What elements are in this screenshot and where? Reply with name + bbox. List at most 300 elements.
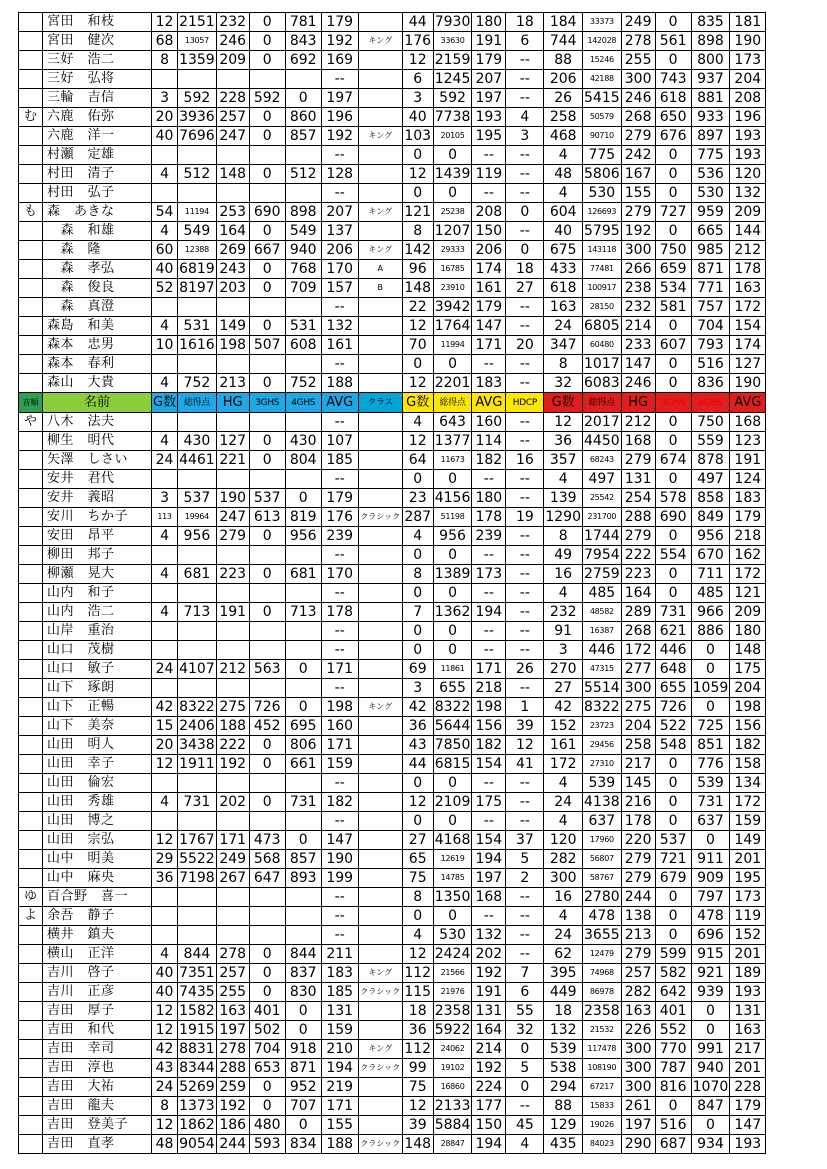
value-cell: 44 [402,755,433,774]
value-cell: 2151 [179,14,215,30]
table-row [19,736,766,755]
class-cell: キング [358,203,402,222]
value-cell: 40 [152,127,178,146]
value-cell [285,70,321,89]
value-cell: 713 [285,603,321,622]
value-cell: 0 [655,755,691,774]
column-header: G数 [402,393,433,413]
value-cell: 357 [544,451,583,470]
value-cell: 0 [249,983,285,1002]
value-cell: 4 [402,413,433,432]
value-cell: 160 [321,717,358,736]
initial-cell [19,1135,43,1154]
value-cell: 871 [691,260,730,279]
player-name-cell: 吉川 啓子 [43,964,152,983]
bowling-score-table [18,12,766,1154]
table-row [19,413,766,432]
value-cell: 27310 [583,755,622,774]
initial-cell [19,641,43,660]
value-cell [152,355,178,374]
value-cell: 898 [691,32,730,51]
value-cell: 103 [402,127,433,146]
value-cell: 582 [655,964,691,983]
value-cell: 1439 [434,166,471,182]
value-cell: 661 [285,755,321,774]
value-cell: 956 [285,527,321,546]
value-cell: 3 [506,127,544,146]
value-cell: 554 [655,546,691,565]
value-cell: 44 [402,13,433,32]
value-cell: 0 [249,279,285,298]
value-cell [249,774,285,793]
value-cell: 209 [730,603,766,622]
value-cell: 8831 [179,1041,215,1057]
value-cell: 8 [544,355,583,374]
value-cell: 0 [433,584,472,603]
value-cell: 568 [249,850,285,869]
value-cell: 485 [691,584,730,603]
value-cell: 172 [730,298,766,317]
player-name-cell: 森島 和美 [43,317,152,336]
value-cell: -- [506,812,544,831]
value-cell [216,679,249,698]
value-cell: 539 [583,774,622,793]
value-cell: 618 [544,279,583,298]
value-cell: 181 [730,13,766,32]
value-cell: 752 [178,374,217,393]
player-name-cell: 森 隆 [43,241,152,260]
value-cell: 33630 [433,32,472,51]
value-cell: 537 [655,831,691,850]
value-cell: 254 [621,489,655,508]
class-cell: クラシック [358,983,402,1002]
value-cell: 148 [730,641,766,660]
value-cell: 191 [472,32,506,51]
value-cell: 0 [655,774,691,793]
initial-cell [19,165,43,184]
value-cell: 581 [655,298,691,317]
value-cell: 0 [402,584,433,603]
value-cell: 179 [472,51,506,70]
value-cell [178,679,217,698]
table-row [19,869,766,888]
value-cell: 4 [152,165,178,184]
value-cell: 121 [402,203,433,222]
class-cell [358,755,402,774]
value-cell: 1359 [179,52,215,68]
player-name-cell: 山田 秀雄 [43,793,152,812]
value-cell: 0 [249,260,285,279]
value-cell: 171 [321,660,358,679]
value-cell: 161 [544,736,583,755]
class-cell [358,184,402,203]
value-cell: -- [506,1097,544,1116]
value-cell: 3438 [179,737,215,753]
value-cell: 2 [506,869,544,888]
value-cell: 154 [472,831,506,850]
value-cell: 2109 [434,794,471,810]
value-cell: 665 [691,222,730,241]
value-cell: 6 [506,32,544,51]
value-cell: 77481 [583,260,622,279]
value-cell: 939 [691,983,730,1002]
value-cell: 238 [621,279,655,298]
value-cell: 192 [216,1097,249,1116]
value-cell [178,907,217,926]
value-cell: 835 [691,13,730,32]
value-cell: 1350 [434,889,471,905]
value-cell: 0 [655,184,691,203]
value-cell: 0 [655,926,691,945]
class-cell [358,660,402,679]
player-name-cell: 吉田 厚子 [43,1002,152,1021]
value-cell: 126693 [583,203,622,222]
value-cell: 871 [285,1059,321,1078]
table-row [19,203,766,222]
table-row [19,355,766,374]
table-row [19,945,766,964]
value-cell: 0 [655,907,691,926]
value-cell: 239 [472,527,506,546]
value-cell: 0 [249,374,285,393]
column-header: クラス [358,393,402,413]
value-cell: 40 [152,260,178,279]
value-cell: 179 [730,508,766,527]
value-cell: 843 [285,32,321,51]
initial-cell [19,470,43,489]
value-cell: 4 [152,374,178,393]
value-cell: 147 [621,355,655,374]
value-cell: 168 [472,888,506,907]
value-cell: 300 [621,1040,655,1059]
value-cell: 4107 [179,661,215,677]
value-cell: -- [506,51,544,70]
value-cell: 12 [152,831,178,850]
value-cell: -- [506,888,544,907]
value-cell: 6 [506,983,544,1002]
value-cell: 4450 [584,433,620,449]
value-cell: 898 [285,203,321,222]
value-cell: 176 [402,32,433,51]
value-cell: 113 [152,508,178,527]
value-cell: 177 [472,1097,506,1116]
value-cell: 19102 [433,1059,472,1078]
value-cell: 188 [321,374,358,393]
value-cell: 279 [621,203,655,222]
player-name-cell: 余吾 静子 [43,907,152,926]
value-cell: 538 [544,1059,583,1078]
initial-cell [19,622,43,641]
value-cell: -- [506,165,544,184]
column-header: 総得点 [178,393,217,413]
table-row [19,1097,766,1116]
value-cell: -- [472,355,506,374]
table-row [19,374,766,393]
header-row-group [19,393,766,413]
value-cell: 75 [402,1078,433,1097]
value-cell: 0 [506,1040,544,1059]
class-cell [358,222,402,241]
value-cell: -- [506,317,544,336]
value-cell: 171 [321,736,358,755]
value-cell: 3936 [179,109,215,125]
player-name-cell: 吉田 龍夫 [43,1097,152,1116]
class-cell: クラシック [358,1135,402,1154]
value-cell: 0 [655,413,691,432]
value-cell: 149 [730,831,766,850]
value-cell: 727 [655,203,691,222]
value-cell: 60480 [583,336,622,355]
column-header: AVG [321,393,358,413]
value-cell: 480 [249,1116,285,1135]
initial-cell [19,51,43,70]
value-cell: 190 [216,489,249,508]
value-cell: 12 [152,13,178,32]
value-cell: -- [321,546,358,565]
value-cell: 648 [655,660,691,679]
value-cell: 156 [472,717,506,736]
value-cell: 23 [402,489,433,508]
player-name-cell: 山内 浩二 [43,603,152,622]
value-cell: -- [321,146,358,165]
class-cell: B [358,279,402,298]
value-cell: 69 [402,660,433,679]
value-cell: 124 [730,470,766,489]
table-row [19,336,766,355]
value-cell: 267 [216,869,249,888]
value-cell: 120 [544,831,583,850]
value-cell: 154 [730,317,766,336]
value-cell: 1207 [434,223,471,239]
value-cell: 8 [402,565,433,584]
value-cell: 183 [472,374,506,393]
value-cell: 918 [285,1040,321,1059]
value-cell: 531 [178,317,217,336]
value-cell: 0 [691,1021,730,1040]
column-header: HG [216,393,249,413]
value-cell: -- [472,584,506,603]
value-cell: 139 [544,489,583,508]
value-cell: 781 [285,13,321,32]
initial-cell [19,1097,43,1116]
table-row [19,451,766,470]
initial-cell [19,774,43,793]
player-name-cell: 吉川 正彦 [43,983,152,1002]
value-cell: 16860 [433,1078,472,1097]
player-name-cell: 安井 君代 [43,470,152,489]
value-cell: 201 [730,850,766,869]
value-cell: 5795 [584,223,620,239]
value-cell: 830 [285,983,321,1002]
value-cell: 6815 [434,756,471,772]
value-cell: 0 [506,241,544,260]
value-cell: 395 [544,964,583,983]
value-cell: 679 [655,869,691,888]
class-cell [358,926,402,945]
value-cell: -- [506,907,544,926]
value-cell: 707 [285,1097,321,1116]
value-cell: 0 [249,13,285,32]
value-cell: 282 [621,983,655,1002]
value-cell: 15833 [583,1097,622,1116]
value-cell: 217 [621,755,655,774]
table-row [19,70,766,89]
column-header: 総得点 [583,393,622,413]
value-cell: -- [472,622,506,641]
table-row [19,983,766,1002]
value-cell [249,926,285,945]
value-cell: 5 [506,850,544,869]
value-cell: 687 [655,1135,691,1154]
value-cell: 268 [621,108,655,127]
initial-cell [19,355,43,374]
value-cell: 19964 [178,508,217,527]
value-cell: 68243 [583,451,622,470]
value-cell: 0 [402,355,433,374]
value-cell [249,584,285,603]
value-cell: 775 [691,146,730,165]
value-cell: 204 [730,679,766,698]
value-cell: 721 [655,850,691,869]
value-cell: 0 [249,755,285,774]
value-cell: 206 [321,241,358,260]
player-name-cell: 森 あきな [43,203,152,222]
value-cell: 32 [544,374,583,393]
value-cell: 6083 [584,375,620,391]
value-cell: 190 [321,850,358,869]
class-cell [358,812,402,831]
value-cell: 675 [544,241,583,260]
value-cell: 4 [152,527,178,546]
class-cell [358,603,402,622]
value-cell: 42 [152,1040,178,1059]
player-name-cell: 宮田 和枝 [43,13,152,32]
table-row [19,1002,766,1021]
value-cell: 726 [249,698,285,717]
class-cell [358,489,402,508]
value-cell [216,546,249,565]
value-cell: 258 [544,108,583,127]
value-cell: 243 [216,260,249,279]
value-cell: 164 [472,1021,506,1040]
player-name-cell: 三好 浩二 [43,51,152,70]
value-cell: 206 [472,241,506,260]
value-cell: 193 [730,146,766,165]
value-cell: -- [506,432,544,451]
value-cell: 107 [321,432,358,451]
value-cell: 5922 [434,1022,471,1038]
value-cell [285,298,321,317]
class-cell [358,51,402,70]
value-cell: 857 [285,127,321,146]
player-name-cell: 森本 春利 [43,355,152,374]
value-cell [285,812,321,831]
class-cell: キング [358,127,402,146]
player-name-cell: 森 孝弘 [43,260,152,279]
value-cell: 12 [152,1021,178,1040]
value-cell: 198 [321,698,358,717]
value-cell: 4 [544,774,583,793]
value-cell: 0 [402,812,433,831]
value-cell: 193 [472,108,506,127]
value-cell: 20 [152,108,178,127]
value-cell: 232 [216,13,249,32]
initial-cell [19,812,43,831]
value-cell: 249 [621,13,655,32]
value-cell [249,470,285,489]
table-row [19,279,766,298]
value-cell: 39 [506,717,544,736]
value-cell: 956 [691,527,730,546]
value-cell: 592 [433,89,472,108]
value-cell: 446 [655,641,691,660]
value-cell: 7738 [434,109,471,125]
value-cell: 401 [655,1002,691,1021]
value-cell: 539 [691,774,730,793]
value-cell [285,184,321,203]
value-cell: 667 [249,241,285,260]
value-cell: -- [506,926,544,945]
initial-cell [19,70,43,89]
value-cell: 659 [655,260,691,279]
value-cell [249,888,285,907]
value-cell [216,622,249,641]
value-cell: 0 [433,355,472,374]
value-cell: 12 [152,1116,178,1135]
value-cell [216,812,249,831]
value-cell: 696 [691,926,730,945]
class-cell [358,584,402,603]
value-cell: 48 [152,1135,178,1154]
value-cell [178,812,217,831]
value-cell: 222 [621,546,655,565]
initial-cell [19,317,43,336]
value-cell: 195 [472,127,506,146]
value-cell [216,146,249,165]
value-cell: 537 [178,489,217,508]
value-cell: 478 [583,907,622,926]
value-cell: 172 [730,793,766,812]
initial-cell [19,32,43,51]
value-cell: -- [506,774,544,793]
value-cell: 4 [152,945,178,964]
value-cell: 288 [621,508,655,527]
value-cell: 592 [249,89,285,108]
value-cell: 1377 [434,433,471,449]
value-cell: 0 [506,1078,544,1097]
value-cell: 608 [285,336,321,355]
table-row [19,850,766,869]
table-body-upper [19,13,766,393]
value-cell [216,184,249,203]
value-cell: -- [472,184,506,203]
value-cell [216,774,249,793]
value-cell: 231700 [583,508,622,527]
value-cell: 223 [216,565,249,584]
value-cell: 221 [216,451,249,470]
table-row [19,527,766,546]
value-cell: 7198 [179,870,215,886]
value-cell [216,907,249,926]
player-name-cell: 横山 正洋 [43,945,152,964]
value-cell: 224 [472,1078,506,1097]
value-cell: 25238 [433,203,472,222]
value-cell: 940 [285,241,321,260]
value-cell: 127 [730,355,766,374]
initial-cell [19,565,43,584]
value-cell: 690 [249,203,285,222]
class-cell: クラシック [358,1059,402,1078]
